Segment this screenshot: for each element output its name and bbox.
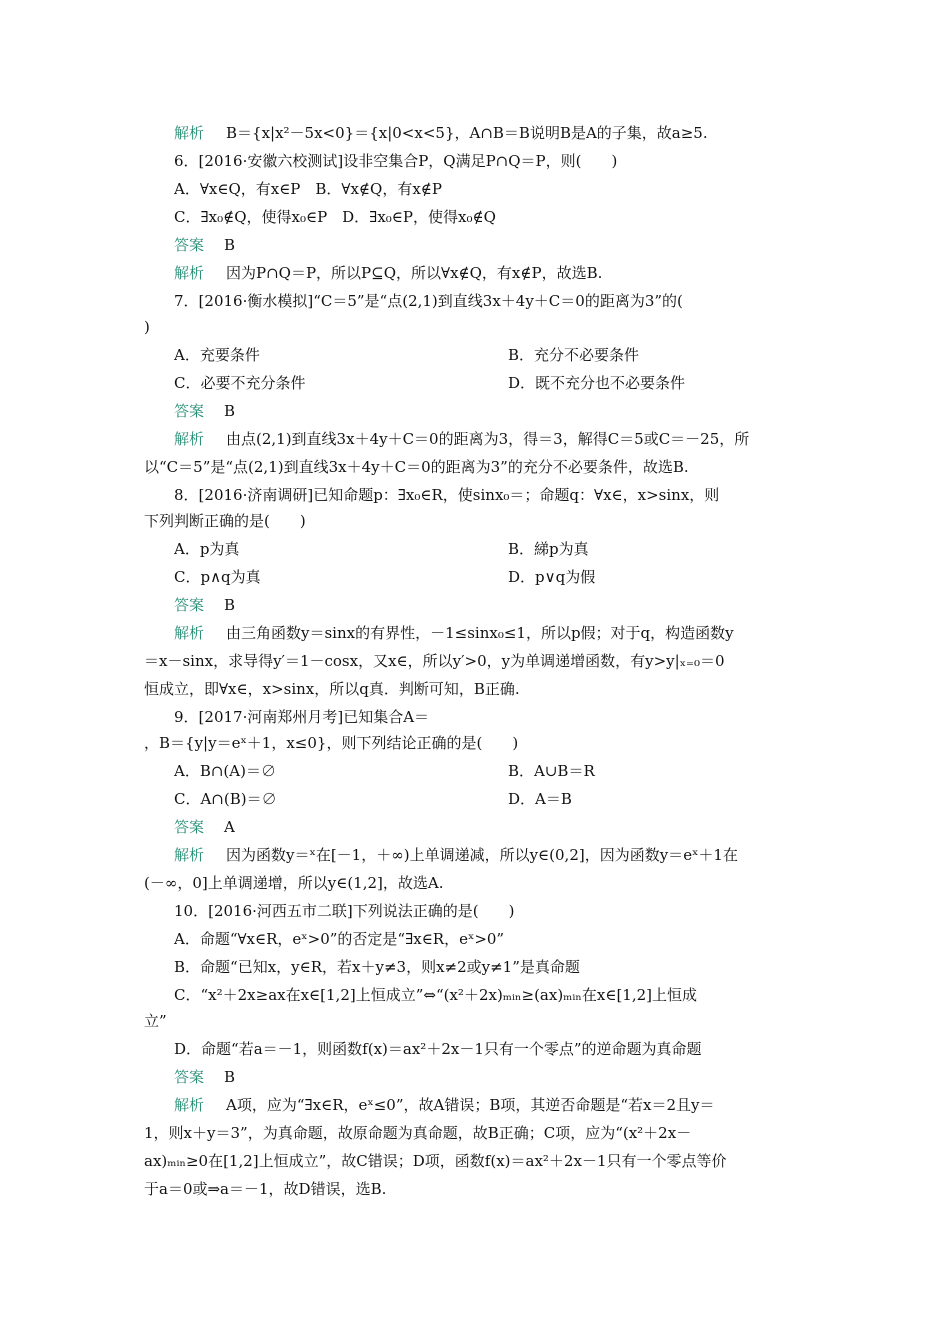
analysis-line [0, 870, 950, 896]
option-text: B．命题“已知x，y∈R，若x＋y≠3，则x≠2或y≠1”是真命题 [174, 958, 580, 976]
analysis-line [0, 454, 950, 480]
options-row [0, 786, 950, 812]
answer-line [0, 814, 950, 840]
options-row [0, 370, 950, 396]
answer-value: A [224, 818, 235, 836]
options-row [0, 536, 950, 562]
analysis-text: ＝x－sinx，求导得y′＝1－cosx，又x∈，所以y′>0，y为单调递增函数，有y>y|ₓ₌₀＝0 [144, 652, 725, 670]
answer-label: 答案 [174, 1068, 205, 1086]
options-row [0, 564, 950, 590]
option-line [0, 954, 950, 980]
analysis-text: 于a＝0或⇒a＝－1，故D错误，选B. [144, 1180, 387, 1198]
analysis-label: 解析 [174, 264, 205, 282]
option-d: D．p∨q为假 [508, 568, 596, 586]
answer-line [0, 398, 950, 424]
question-line [0, 508, 950, 534]
question-text: 下列判断正确的是( ) [144, 512, 306, 530]
answer-value: B [224, 402, 236, 420]
analysis-label: 解析 [174, 1096, 205, 1114]
analysis-line [0, 260, 950, 286]
option-b: B．綈p为真 [508, 540, 589, 558]
analysis-text: B＝{x|x²－5x<0}＝{x|0<x<5}，A∩B＝B说明B是A的子集，故a≥5. [226, 124, 708, 142]
answer-value: B [224, 596, 236, 614]
analysis-text: A项，应为“∃x∈R，eˣ≤0”，故A错误；B项，其逆否命题是“若x＝2且y＝ [226, 1096, 715, 1114]
option-text: A．命题“∀x∈R，eˣ>0”的否定是“∃x∈R，eˣ>0” [174, 930, 505, 948]
option-c: C．p∧q为真 [174, 568, 261, 586]
analysis-text: 因为P∩Q＝P，所以P⊆Q，所以∀x∉Q，有x∉P，故选B. [226, 264, 603, 282]
analysis-line [0, 1176, 950, 1202]
option-d: D．既不充分也不必要条件 [508, 374, 686, 392]
answer-line [0, 1064, 950, 1090]
analysis-line [0, 1148, 950, 1174]
question-text: ，B＝{y|y＝eˣ＋1，x≤0}，则下列结论正确的是( ) [144, 734, 519, 752]
option-a: A．p为真 [174, 540, 240, 558]
options-row [0, 758, 950, 784]
analysis-line [0, 426, 950, 452]
option-line [0, 982, 950, 1008]
analysis-text: 由三角函数y＝sinx的有界性，－1≤sinx₀≤1，所以p假；对于q，构造函数y [226, 624, 734, 642]
analysis-text: 因为函数y＝ˣ在[－1，＋∞)上单调递减，所以y∈(0,2]，因为函数y＝eˣ＋1在 [226, 846, 738, 864]
option-c: C．A∩(B)＝∅ [174, 790, 277, 808]
analysis-text: (－∞，0]上单调递增，所以y∈(1,2]，故选A. [144, 874, 444, 892]
question-text: ) [144, 318, 150, 336]
options-row [0, 342, 950, 368]
answer-label: 答案 [174, 596, 205, 614]
question-text: 10．[2016·河西五市二联]下列说法正确的是( ) [174, 902, 515, 920]
answer-value: B [224, 236, 236, 254]
analysis-line [0, 648, 950, 674]
analysis-text: ax)ₘᵢₙ≥0在[1,2]上恒成立”，故C错误；D项，函数f(x)＝ax²＋2x－1只有一个零点等价 [144, 1152, 727, 1170]
analysis-line [0, 620, 950, 646]
analysis-label: 解析 [174, 846, 205, 864]
option-a: A．B∩(A)＝∅ [174, 762, 276, 780]
answer-value: B [224, 1068, 236, 1086]
answer-line [0, 592, 950, 618]
answer-label: 答案 [174, 818, 205, 836]
analysis-text: 1，则x＋y＝3”，为真命题，故原命题为真命题，故B正确；C项，应为“(x²＋2x－ [144, 1124, 692, 1142]
question-line [0, 288, 950, 314]
question-text: 7．[2016·衡水模拟]“C＝5”是“点(2,1)到直线3x＋4y＋C＝0的距离为3”的( [174, 292, 683, 310]
answer-label: 答案 [174, 402, 205, 420]
analysis-text: 以“C＝5”是“点(2,1)到直线3x＋4y＋C＝0的距离为3”的充分不必要条件，故选B. [144, 458, 689, 476]
option-line [0, 1008, 950, 1034]
option-c: C．必要不充分条件 [174, 374, 306, 392]
option-text: C．“x²＋2x≥ax在x∈[1,2]上恒成立”⇔“(x²＋2x)ₘᵢₙ≥(ax)ₘᵢₙ在x∈[1,2]上恒成 [174, 986, 698, 1004]
option-line [0, 1036, 950, 1062]
answer-label: 答案 [174, 236, 205, 254]
analysis-line [0, 1092, 950, 1118]
question-text: 6．[2016·安徽六校测试]设非空集合P，Q满足P∩Q＝P，则( ) [174, 152, 618, 170]
analysis-line [0, 676, 950, 702]
analysis-line [0, 120, 950, 146]
option-line [0, 176, 950, 202]
option-b: B．A∪B＝R [508, 762, 595, 780]
analysis-line [0, 842, 950, 868]
option-text: D．命题“若a＝－1，则函数f(x)＝ax²＋2x－1只有一个零点”的逆命题为真命题 [174, 1040, 702, 1058]
option-a: A．充要条件 [174, 346, 260, 364]
question-line [0, 898, 950, 924]
analysis-label: 解析 [174, 624, 205, 642]
option-text: C．∃x₀∉Q，使得x₀∈P D．∃x₀∈P，使得x₀∉Q [174, 208, 496, 226]
analysis-line [0, 1120, 950, 1146]
question-line [0, 730, 950, 756]
question-text: 8．[2016·济南调研]已知命题p：∃x₀∈R，使sinx₀＝；命题q：∀x∈，x>sinx，则 [174, 486, 720, 504]
question-line [0, 482, 950, 508]
question-line [0, 314, 950, 340]
option-text: 立” [144, 1012, 167, 1030]
option-line [0, 204, 950, 230]
option-line [0, 926, 950, 952]
question-line [0, 704, 950, 730]
option-b: B．充分不必要条件 [508, 346, 640, 364]
analysis-text: 恒成立，即∀x∈，x>sinx，所以q真．判断可知，B正确. [144, 680, 520, 698]
analysis-text: 由点(2,1)到直线3x＋4y＋C＝0的距离为3，得＝3，解得C＝5或C＝－25，所 [226, 430, 750, 448]
analysis-label: 解析 [174, 124, 205, 142]
option-text: A．∀x∈Q，有x∈P B．∀x∉Q，有x∉P [174, 180, 442, 198]
option-d: D．A＝B [508, 790, 572, 808]
answer-line [0, 232, 950, 258]
question-text: 9．[2017·河南郑州月考]已知集合A＝ [174, 708, 430, 726]
analysis-label: 解析 [174, 430, 205, 448]
question-line [0, 148, 950, 174]
